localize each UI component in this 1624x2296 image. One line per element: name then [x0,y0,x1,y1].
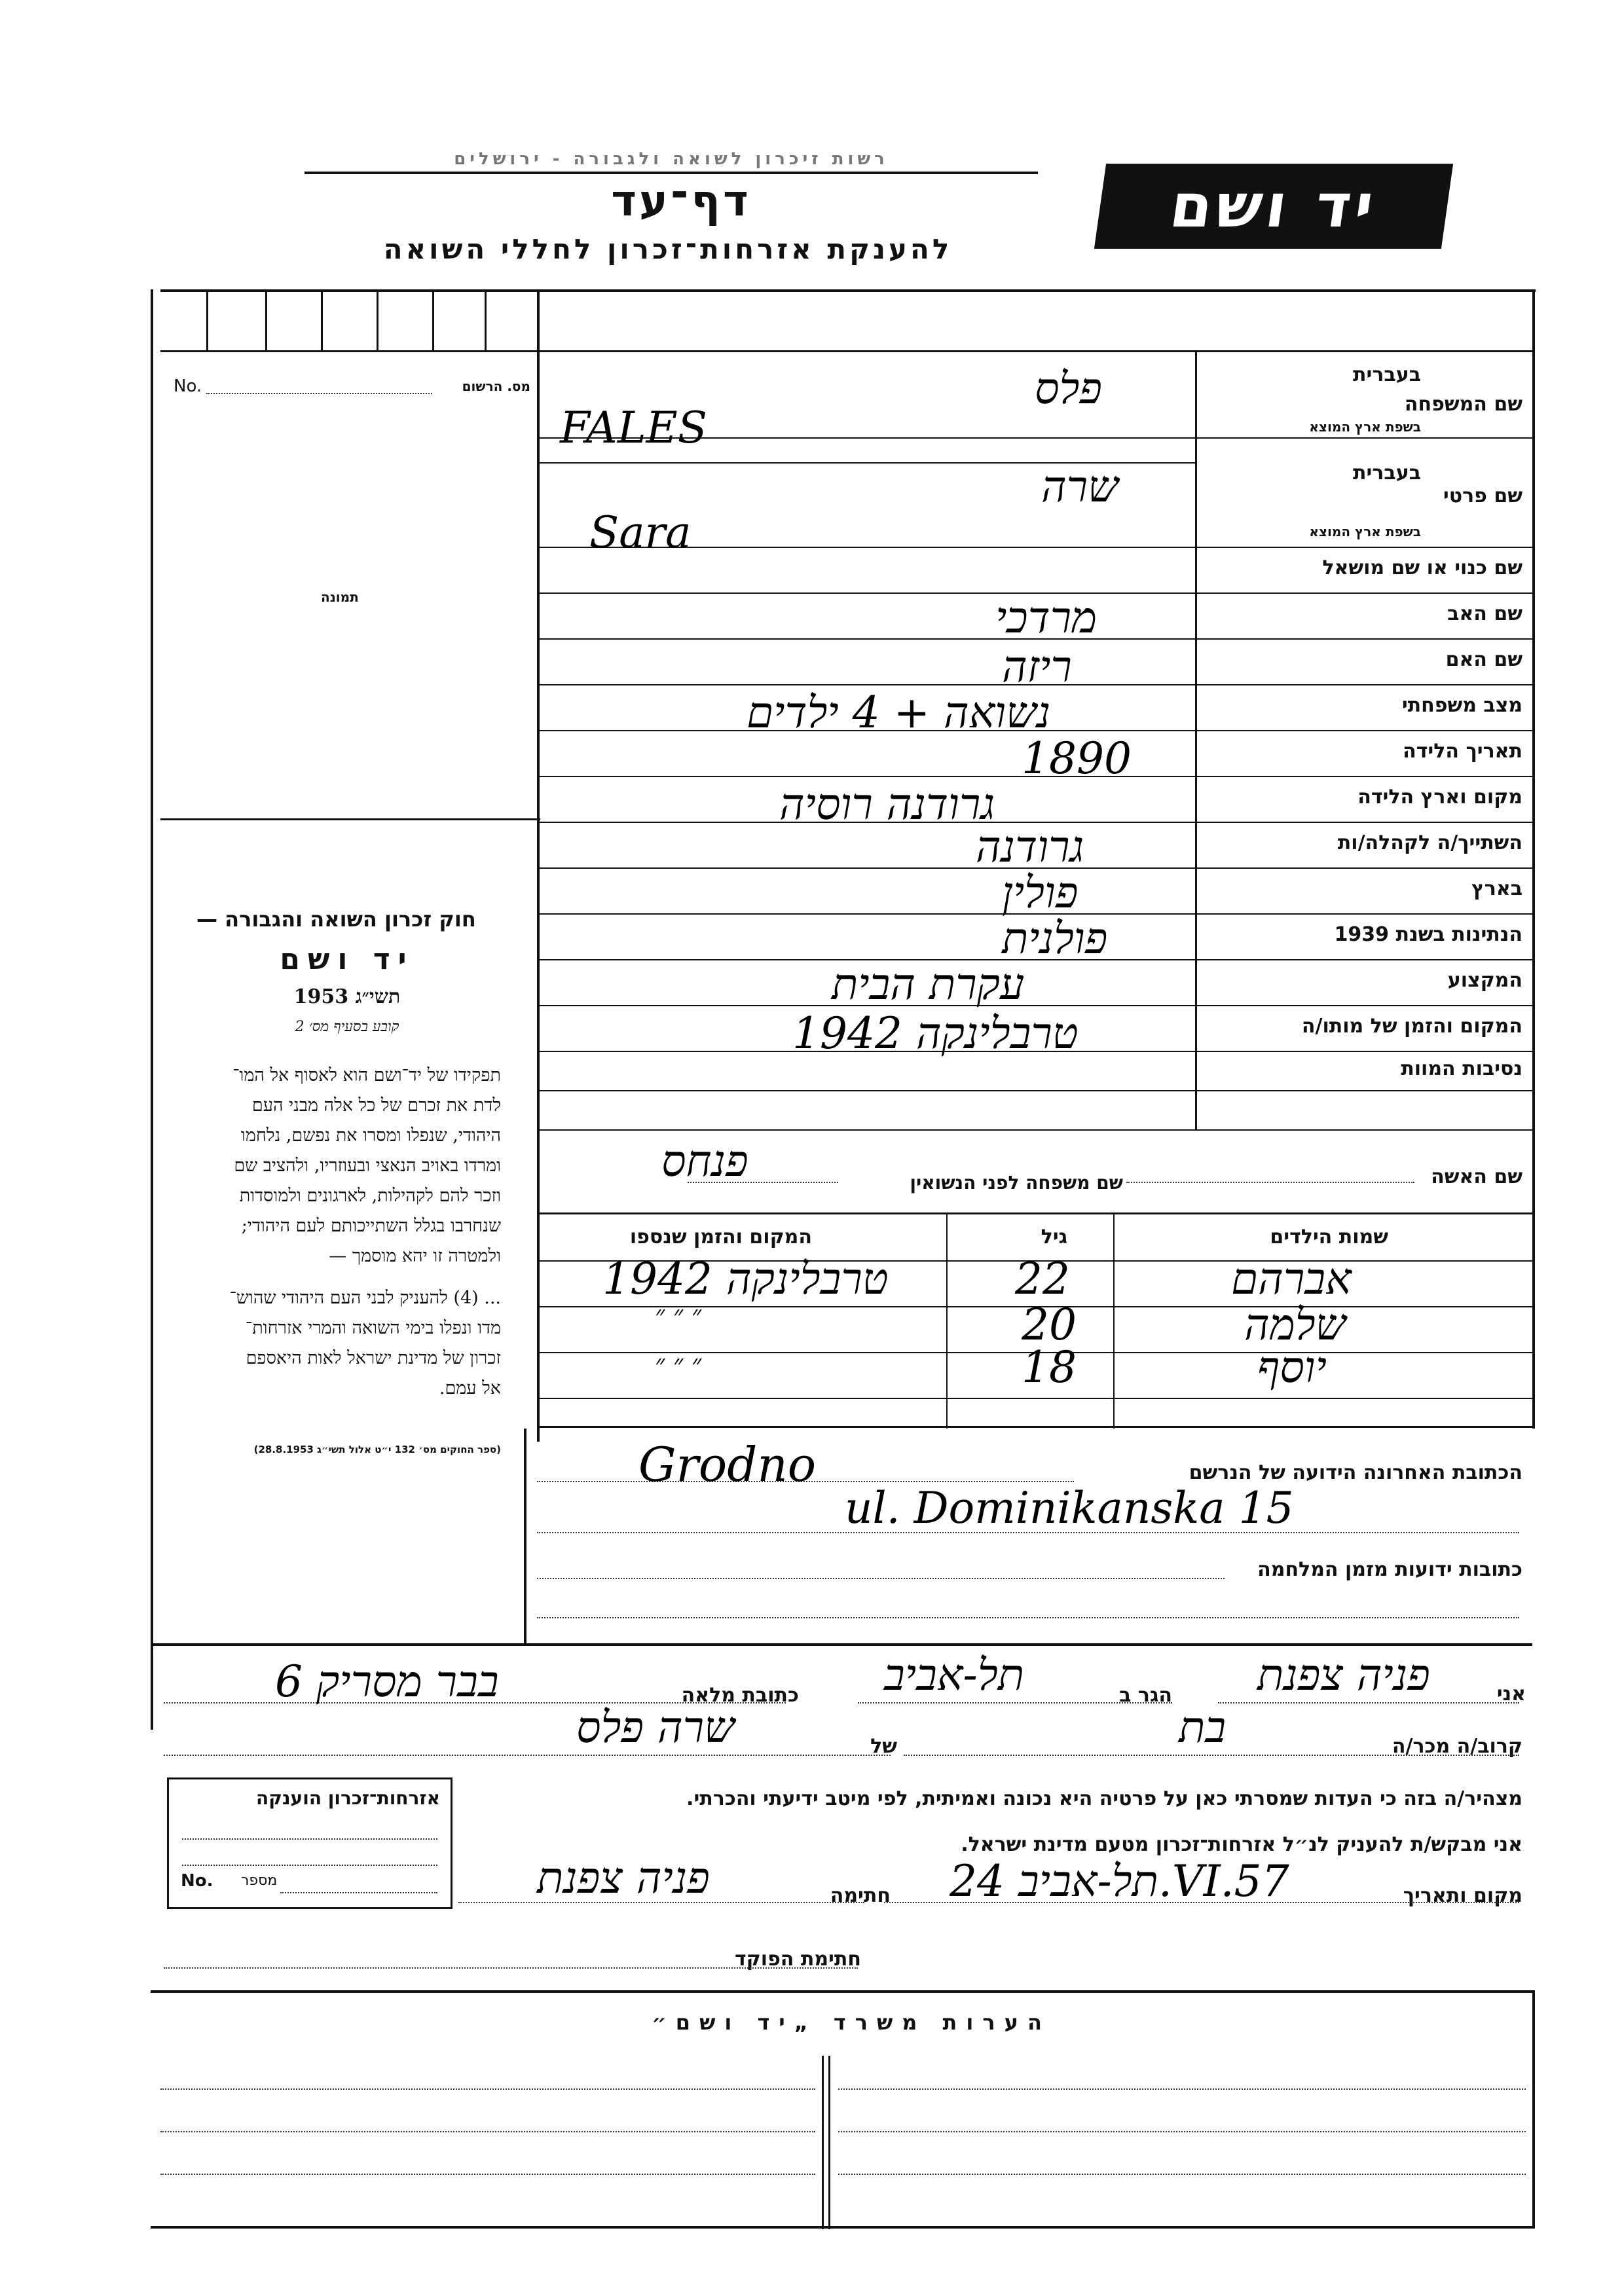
country-value: פולין [1002,867,1079,918]
law-text-line: מדו ונפלו בימי השואה והמרי אזרחות־ [245,1318,501,1338]
family-name-hebrew-value: פלס [1035,363,1102,414]
family-name-label: שם המשפחה [1404,393,1522,416]
child-1-place: טרבלינקה 1942 [602,1254,889,1304]
of-label: של [870,1735,897,1758]
mother-value: ריזה [1002,642,1072,692]
law-text-line: וזכר להם לקהילות, לארגונים ולמוסדות [239,1186,501,1206]
birth-date-label: תאריך הלידה [1403,740,1522,763]
nationality-label: הנתינות בשנת 1939 [1334,923,1522,946]
law-clause: קובע בסעיף מס׳ 2 [295,1019,399,1035]
law-text-line: ומרדו באויב הנאצי ובעוזריו, ולהציב שם [234,1156,501,1176]
family-name-origin-label: בשפת ארץ המוצא [1309,419,1421,435]
child-death-header: המקום והזמן שנספו [629,1226,812,1248]
box-no-label: No. [181,1871,213,1891]
photo-label: תמונה [321,589,359,605]
registry-label: מס. הרשום [462,378,530,394]
marital-value: נשואה + 4 ילדים [747,687,1051,738]
law-text-line: ... (4) להעניק לבני העם היהודי שהוש־ [229,1288,501,1308]
header-top-line: רשות זיכרון לשואה ולגבורה - ירושלים [454,149,889,169]
relation-of-value: שרה פלס [576,1702,735,1753]
law-text-line: היהודי, שנפלו ומסרו את נפשם, נלחמו [240,1125,501,1146]
child-1-name: אברהם [1231,1254,1352,1304]
birth-place-label: מקום וארץ הלידה [1357,786,1522,809]
birth-date-value: 1890 [1022,733,1132,784]
law-text-line: שנחרבו בגלל השתייכותם לעם היהודי; [241,1216,501,1236]
war-addresses-label: כתובות ידועות מזמן המלחמה [1257,1558,1522,1581]
declarant-label: אני [1496,1683,1526,1705]
relation-value: בת [1179,1702,1227,1753]
nationality-value: פולנית [1002,913,1108,964]
first-name-origin-label: בשפת ארץ המוצא [1309,524,1421,539]
family-name-latin-value: FALES [560,403,707,453]
community-value: גרודנה [976,822,1084,872]
registry-no-label: No. [174,376,202,396]
declarant-name-value: פניה צפנת [1257,1650,1430,1700]
children-names-header: שמות הילדים [1270,1226,1388,1248]
husband-name-value: פנחס [661,1136,748,1186]
box-number-label: מספר [241,1872,278,1889]
child-3-place: ״ ״ ״ [655,1349,702,1379]
father-label: שם האב [1447,602,1522,625]
office-notes-title: הערות משרד „יד ושם״ [652,2010,1051,2035]
child-2-age: 20 [1022,1300,1077,1350]
child-1-age: 22 [1015,1254,1070,1304]
residing-label: הגר ב [1119,1684,1172,1707]
marital-label: מצב משפחתי [1401,694,1522,717]
law-text-line: אל עמם. [439,1378,501,1398]
father-value: מרדכי [995,592,1098,643]
first-name-label: שם פרטי [1443,484,1522,507]
page-subtitle: להענקת אזרחות־זכרון לחללי השואה [383,233,953,265]
child-3-age: 18 [1022,1342,1077,1393]
officer-signature-label: חתימת הפוקד [735,1948,861,1971]
law-text-line: תפקידו של יד־ושם הוא לאסוף אל המו־ [232,1065,501,1085]
last-address-line-2: ul. Dominikanska 15 [845,1483,1294,1533]
full-address-value: בבר מסריק 6 [275,1656,499,1707]
country-label: בארץ [1471,877,1522,900]
death-place-label: המקום והזמן של מותו/ה [1301,1015,1522,1038]
profession-label: המקצוע [1447,969,1522,992]
citizenship-box [167,1777,452,1909]
profession-value: עקרת הבית [832,959,1025,1010]
last-address-label: הכתובת האחרונה הידועה של הנרשם [1189,1461,1522,1484]
logo-text: יד ושם [1166,171,1382,241]
law-text-block [160,1061,501,1271]
wife-label: שם האשה [1431,1165,1522,1188]
nickname-label: שם כנוי או שם מושאל [1322,556,1522,579]
maiden-name-label: שם משפחה לפני הנשואין [910,1172,1123,1194]
request-text: אני מבקש/ת להעניק לנ״ל אזרחות־זכרון מטעם מדינת ישראל. [961,1833,1522,1856]
law-text-line: ולמטרה זו יהא מוסמך — [329,1246,501,1266]
page-title: דף־עד [611,175,751,226]
law-citation: (ספר החוקים מס׳ 132 י״ט אלול תשי״ג 28.8.1953) [253,1444,501,1455]
signature-value: פניה צפנת [537,1853,710,1903]
community-label: השתייך/ה לקהלה/ות [1337,831,1522,854]
death-place-value: טרבלינקה 1942 [792,1008,1079,1059]
citizenship-box-title: אזרחות־זכרון הוענקה [256,1787,440,1809]
first-name-hebrew-label: בעברית [1353,462,1421,484]
signature-label: חתימה [830,1884,891,1907]
child-3-name: יוסף [1257,1342,1327,1393]
place-date-label: מקום ותאריך [1403,1884,1522,1907]
relative-label: קרוב/ה מכר/ה [1392,1735,1522,1758]
death-circumstances-label: נסיבות המוות [1401,1057,1522,1080]
law-year: תשי״ג 1953 [293,985,401,1008]
full-address-label: כתובת מלאה [681,1684,799,1707]
law-text-line: לדת את זכרם של כל אלה מבני העם [251,1095,501,1116]
last-address-line-1: Grodno [638,1437,817,1492]
yad-vashem-logo [1094,164,1453,249]
place-date-value: תל-אביב 24.VI.57 [950,1856,1289,1906]
child-2-place: ״ ״ ״ [655,1300,702,1330]
family-name-hebrew-label: בעברית [1353,363,1421,386]
residing-city-value: תל-אביב [884,1650,1024,1700]
law-title: חוק זכרון השואה והגבורה — [196,907,476,932]
mother-label: שם האם [1445,648,1522,671]
birth-place-value: גרודנה רוסיה [779,779,995,829]
law-text-block-2 [160,1283,501,1404]
first-name-latin-value: Sara [589,507,692,558]
age-header: גיל [1041,1226,1067,1248]
law-text-line: זכרון של מדינת ישראל לאות היאספם [246,1348,501,1368]
child-2-name: שלמה [1244,1300,1346,1350]
first-name-hebrew-value: שרה [1041,462,1118,512]
law-name: יד ושם [280,943,415,976]
declaration-text: מצהיר/ה בזה כי העדות שמסרתי כאן על פרטיה היא נכונה ואמיתית, לפי מיטב ידיעתי והכרתי. [686,1787,1522,1810]
